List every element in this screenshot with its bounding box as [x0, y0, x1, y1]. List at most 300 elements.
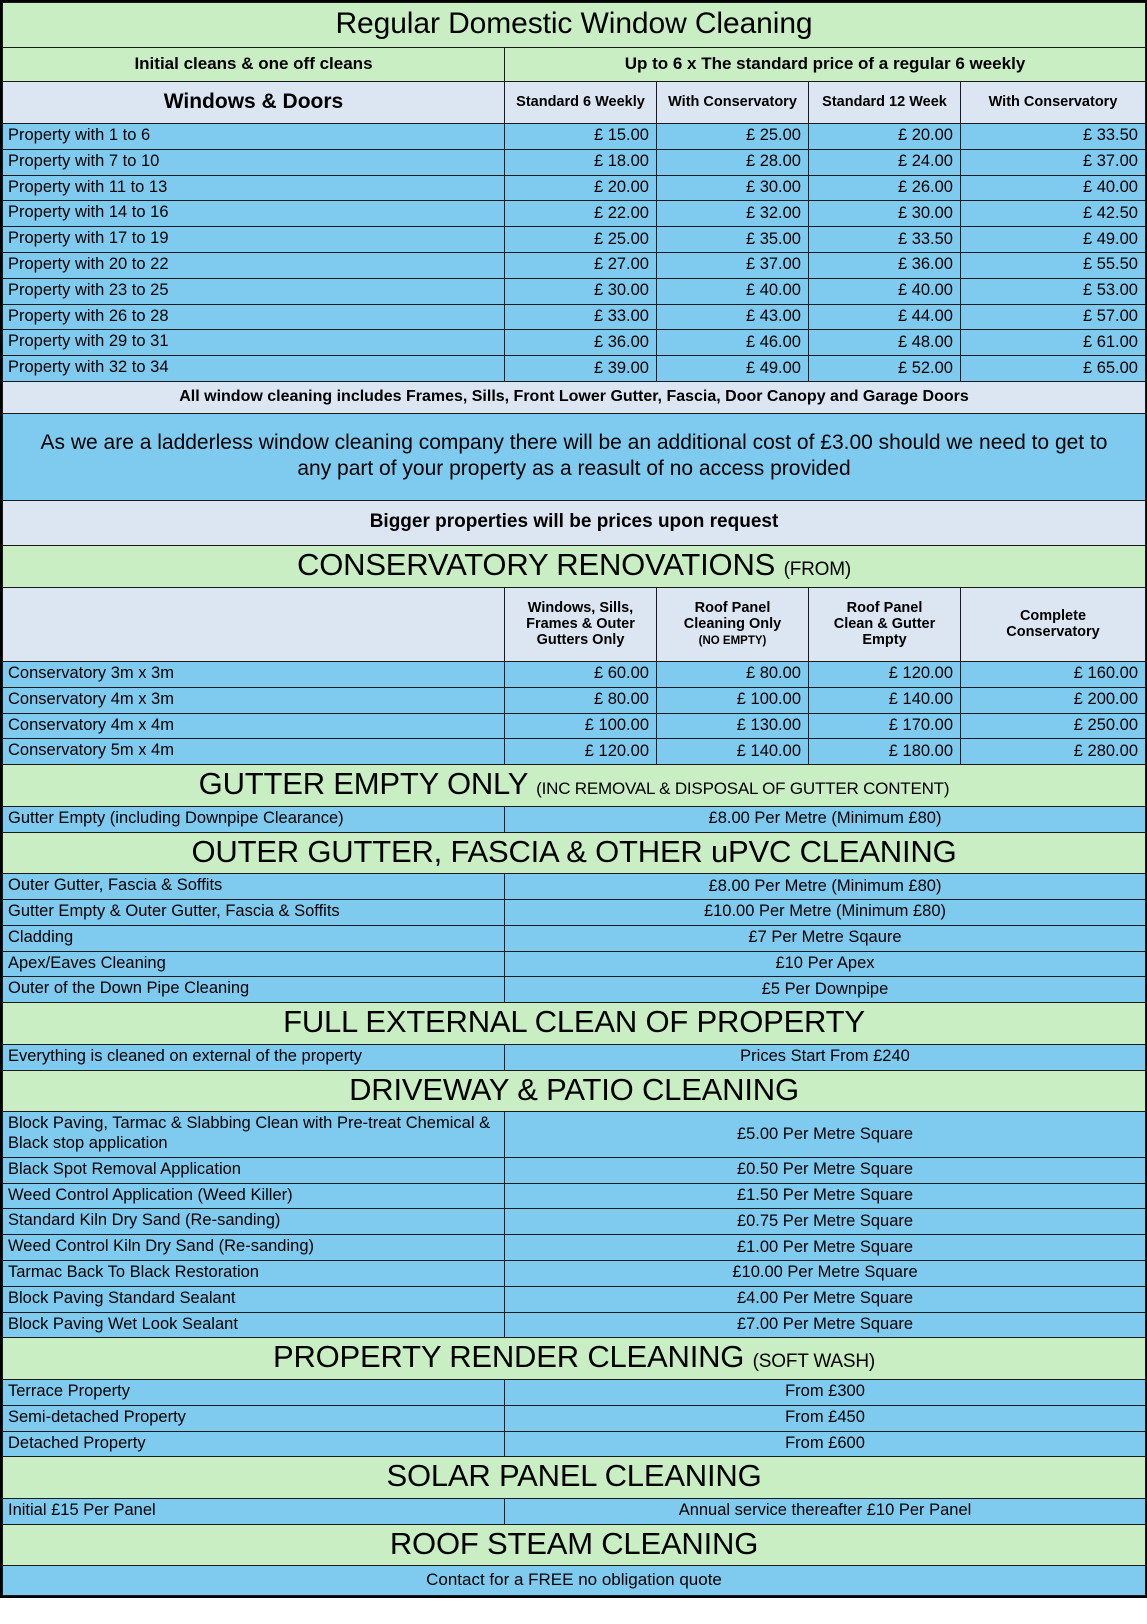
price-text: £ 18.00 [593, 152, 649, 171]
row-value [505, 124, 657, 150]
row-label-text: Black Spot Removal Application [8, 1159, 241, 1178]
price-text: £ 120.00 [584, 741, 649, 760]
row-value [657, 662, 809, 688]
row-value [809, 124, 961, 150]
solar-banner-row [3, 1457, 1146, 1499]
table-row [3, 124, 1146, 150]
table-row [3, 201, 1146, 227]
row-value [505, 304, 657, 330]
row-label [3, 330, 505, 356]
full-external-banner: FULL EXTERNAL CLEAN OF PROPERTY [283, 1004, 865, 1040]
row-value [961, 687, 1146, 713]
conservatory-banner-cell [3, 546, 1146, 588]
row-label-text: Block Paving Standard Sealant [8, 1288, 236, 1307]
row-value [505, 1209, 1146, 1235]
price-text: £1.00 Per Metre Square [736, 1237, 914, 1256]
price-text: £ 200.00 [1073, 690, 1138, 709]
row-value [809, 278, 961, 304]
table-row [3, 874, 1146, 900]
row-label [3, 713, 505, 739]
col-header-small: (NO EMPTY) [698, 635, 767, 648]
row-value [505, 1112, 1146, 1158]
price-text: £ 250.00 [1073, 716, 1138, 735]
row-label-text: Property with 1 to 6 [8, 126, 151, 144]
subheader-initial-cleans: Initial cleans & one off cleans [134, 54, 373, 73]
price-text: £ 22.00 [593, 203, 649, 222]
price-text: £ 55.50 [1082, 255, 1138, 274]
row-value [657, 201, 809, 227]
price-text: £5.00 Per Metre Square [736, 1124, 914, 1143]
price-text: £ 28.00 [745, 152, 801, 171]
price-text: £ 61.00 [1082, 332, 1138, 351]
row-value [961, 175, 1146, 201]
roof-steam-banner-cell [3, 1524, 1146, 1566]
price-text: £ 15.00 [593, 126, 649, 145]
conservatory-blank-header [3, 588, 505, 662]
ladderless-note: As we are a ladderless window cleaning company there will be an additional cost of £3.00 should we need to get to any part of your property as a reasult of no access provided [40, 430, 1108, 481]
row-value [505, 252, 657, 278]
conservatory-column-header-row [3, 588, 1146, 662]
price-text: Annual service thereafter £10 Per Panel [678, 1501, 972, 1520]
subheader-left-cell [3, 48, 505, 82]
row-label-text: Tarmac Back To Black Restoration [8, 1263, 259, 1282]
row-label [3, 687, 505, 713]
price-text: £ 32.00 [745, 203, 801, 222]
table-row [3, 175, 1146, 201]
price-text: £10.00 Per Metre (Minimum £80) [703, 902, 947, 921]
driveway-banner-cell [3, 1070, 1146, 1112]
row-label-text: Conservatory 3m x 3m [8, 664, 174, 683]
render-banner-row [3, 1338, 1146, 1380]
row-value [961, 356, 1146, 382]
row-label-text: Everything is cleaned on external of the property [8, 1046, 363, 1065]
row-value [505, 1261, 1146, 1287]
row-value [961, 252, 1146, 278]
row-label [3, 1235, 505, 1261]
row-label-text: Property with 14 to 16 [8, 203, 169, 222]
row-value [657, 124, 809, 150]
table-row [3, 739, 1146, 765]
row-value [505, 227, 657, 253]
row-label-text: Standard Kiln Dry Sand (Re-sanding) [8, 1211, 281, 1230]
row-value [505, 977, 1146, 1003]
row-value [657, 252, 809, 278]
row-value [505, 1157, 1146, 1183]
row-label [3, 304, 505, 330]
table-row [3, 806, 1146, 832]
row-value [657, 687, 809, 713]
gutter-empty-banner-row [3, 765, 1146, 807]
price-text: £ 60.00 [593, 664, 649, 683]
price-text: £ 57.00 [1082, 306, 1138, 325]
col-header-line-1: Roof Panel [694, 599, 771, 616]
price-text: £ 65.00 [1082, 358, 1138, 377]
conservatory-banner-sub: (FROM) [783, 559, 851, 581]
solar-banner-cell [3, 1457, 1146, 1499]
price-text: £ 53.00 [1082, 281, 1138, 300]
price-text: From £300 [785, 1382, 865, 1401]
row-value [809, 356, 961, 382]
price-text: £ 37.00 [1082, 152, 1138, 171]
row-value [657, 149, 809, 175]
price-text: £ 160.00 [1073, 664, 1138, 683]
row-value [809, 662, 961, 688]
includes-note-row [3, 381, 1146, 413]
price-text: £8.00 Per Metre (Minimum £80) [708, 876, 942, 895]
col-header-line-2: Clean & Gutter [833, 615, 936, 632]
table-row [3, 951, 1146, 977]
row-label-text: Outer of the Down Pipe Cleaning [8, 979, 250, 998]
render-banner [3, 1338, 1145, 1379]
price-text: From £450 [785, 1408, 865, 1427]
price-text: £ 20.00 [897, 126, 953, 145]
row-value [505, 874, 1146, 900]
row-label [3, 806, 505, 832]
row-label-text: Property with 32 to 34 [8, 358, 169, 377]
row-label [3, 124, 505, 150]
table-row [3, 1209, 1146, 1235]
row-value [961, 662, 1146, 688]
price-text: £ 20.00 [593, 177, 649, 196]
col-header-line-3: Gutters Only [536, 632, 625, 649]
price-text: £ 30.00 [745, 177, 801, 196]
row-value [809, 227, 961, 253]
subheader-right-cell [505, 48, 1146, 82]
full-external-banner-row [3, 1003, 1146, 1045]
row-label-text: Apex/Eaves Cleaning [8, 953, 166, 972]
price-text: £4.00 Per Metre Square [736, 1289, 914, 1308]
window-subheader-row [3, 48, 1146, 82]
outer-gutter-banner: OUTER GUTTER, FASCIA & OTHER uPVC CLEANING [191, 833, 957, 869]
price-text: £ 40.00 [745, 281, 801, 300]
table-row [3, 1235, 1146, 1261]
price-text: £ 80.00 [593, 690, 649, 709]
table-row [3, 330, 1146, 356]
price-text: £10.00 Per Metre Square [732, 1263, 918, 1282]
row-value [505, 900, 1146, 926]
gutter-empty-banner [3, 765, 1145, 806]
table-row [3, 1261, 1146, 1287]
row-value [961, 713, 1146, 739]
col-header-line-2: Frames & Outer [526, 615, 635, 632]
row-value [657, 278, 809, 304]
price-text: £ 43.00 [745, 306, 801, 325]
price-text: £ 42.50 [1082, 203, 1138, 222]
price-text: £ 33.50 [897, 229, 953, 248]
row-label [3, 1183, 505, 1209]
row-value [961, 227, 1146, 253]
ladderless-note-row [3, 413, 1146, 501]
row-value [505, 201, 657, 227]
table-row [3, 1380, 1146, 1406]
row-label-text: Conservatory 4m x 3m [8, 689, 174, 708]
windows-doors-header-cell [3, 82, 505, 124]
row-label-text: Property with 29 to 31 [8, 332, 169, 351]
col-header-roof-panel-clean-gutter-empty [809, 588, 961, 662]
table-row [3, 1286, 1146, 1312]
includes-note-cell [3, 381, 1146, 413]
row-value [809, 175, 961, 201]
price-text: £ 40.00 [897, 281, 953, 300]
row-value [657, 356, 809, 382]
row-label [3, 1261, 505, 1287]
price-text: £7 Per Metre Sqaure [748, 928, 902, 947]
price-text: £ 37.00 [745, 255, 801, 274]
price-text: £ 49.00 [1082, 229, 1138, 248]
page-title: Regular Domestic Window Cleaning [335, 7, 813, 40]
conservatory-banner-text: CONSERVATORY RENOVATIONS [297, 547, 776, 583]
row-label [3, 1380, 505, 1406]
row-label [3, 925, 505, 951]
table-row [3, 149, 1146, 175]
price-text: From £600 [785, 1434, 865, 1453]
price-text: £ 36.00 [593, 332, 649, 351]
row-label-text: Weed Control Kiln Dry Sand (Re-sanding) [8, 1237, 314, 1256]
row-value [961, 149, 1146, 175]
row-label-text: Block Paving Wet Look Sealant [8, 1314, 238, 1333]
table-row [3, 713, 1146, 739]
main-title-row [3, 3, 1146, 48]
row-value [505, 1286, 1146, 1312]
table-row [3, 1112, 1146, 1158]
price-text: £ 24.00 [897, 152, 953, 171]
col-header-lines [505, 597, 656, 653]
gutter-empty-banner-sub: (INC REMOVAL & DISPOSAL OF GUTTER CONTENT) [536, 779, 950, 799]
row-value [809, 739, 961, 765]
ladderless-note-cell [3, 413, 1146, 501]
row-label [3, 149, 505, 175]
row-label-text: Conservatory 5m x 4m [8, 741, 174, 760]
row-label [3, 1286, 505, 1312]
row-label-text: Gutter Empty (including Downpipe Clearance) [8, 808, 344, 827]
price-text: £ 33.00 [593, 306, 649, 325]
row-value [505, 356, 657, 382]
row-value [505, 1312, 1146, 1338]
price-text: £ 30.00 [593, 281, 649, 300]
price-text: £ 180.00 [888, 741, 953, 760]
price-text: £ 48.00 [897, 332, 953, 351]
row-value [809, 149, 961, 175]
subheader-up-to-6x: Up to 6 x The standard price of a regular 6 weekly [624, 54, 1026, 73]
table-row [3, 1431, 1146, 1457]
col-header-with-conservatory-12 [961, 82, 1146, 124]
col-header-windows-sills-frames [505, 588, 657, 662]
row-value [961, 330, 1146, 356]
row-label [3, 951, 505, 977]
col-header-line-1: Complete [1019, 607, 1087, 624]
main-title-cell [3, 3, 1146, 48]
row-value [657, 713, 809, 739]
row-value [505, 1431, 1146, 1457]
price-text: £ 52.00 [897, 358, 953, 377]
row-label-text: Property with 7 to 10 [8, 151, 160, 170]
table-row [3, 925, 1146, 951]
table-row [3, 252, 1146, 278]
row-label-text: Weed Control Application (Weed Killer) [8, 1185, 293, 1204]
price-list-table [2, 2, 1146, 1596]
col-header-label: Standard 6 Weekly [516, 93, 645, 110]
conservatory-banner-row [3, 546, 1146, 588]
table-row [3, 1157, 1146, 1183]
row-value [505, 925, 1146, 951]
table-row [3, 278, 1146, 304]
row-label [3, 1209, 505, 1235]
row-value [505, 662, 657, 688]
price-text: £ 100.00 [736, 690, 801, 709]
table-row [3, 1405, 1146, 1431]
bigger-properties-cell [3, 501, 1146, 546]
price-text: £ 27.00 [593, 255, 649, 274]
col-header-line-1: Roof Panel [846, 599, 923, 616]
row-value [657, 739, 809, 765]
table-row [3, 900, 1146, 926]
row-value [505, 1235, 1146, 1261]
price-text: £ 140.00 [888, 690, 953, 709]
row-value [809, 330, 961, 356]
row-label [3, 1157, 505, 1183]
price-text: £ 280.00 [1073, 741, 1138, 760]
bigger-properties-note: Bigger properties will be prices upon request [369, 511, 779, 533]
row-label [3, 201, 505, 227]
row-label [3, 356, 505, 382]
row-label-text: Cladding [8, 927, 74, 946]
row-label [3, 252, 505, 278]
price-text: £ 80.00 [745, 664, 801, 683]
row-label-text: Conservatory 4m x 4m [8, 715, 174, 734]
row-value [505, 330, 657, 356]
price-text: £ 49.00 [745, 358, 801, 377]
row-label [3, 739, 505, 765]
row-label [3, 1112, 505, 1158]
table-row [3, 687, 1146, 713]
roof-steam-banner: ROOF STEAM CLEANING [389, 1525, 759, 1561]
row-label-text: Detached Property [8, 1433, 146, 1452]
price-text: £ 30.00 [897, 203, 953, 222]
price-text: £1.50 Per Metre Square [736, 1186, 914, 1205]
row-label [3, 175, 505, 201]
row-label-text: Property with 20 to 22 [8, 254, 169, 273]
roof-steam-footer: Contact for a FREE no obligation quote [426, 1570, 722, 1590]
driveway-banner: DRIVEWAY & PATIO CLEANING [349, 1071, 799, 1107]
gutter-empty-banner-cell [3, 765, 1146, 807]
row-value [505, 1044, 1146, 1070]
col-header-lines [657, 597, 808, 653]
col-header-lines [809, 597, 960, 653]
price-list-body [3, 3, 1146, 1596]
row-label-text: Property with 17 to 19 [8, 229, 169, 248]
row-label-text: Property with 23 to 25 [8, 280, 169, 299]
outer-gutter-banner-row [3, 832, 1146, 874]
table-row [3, 227, 1146, 253]
windows-doors-header: Windows & Doors [163, 90, 344, 113]
row-value [809, 304, 961, 330]
row-value [657, 227, 809, 253]
table-row [3, 1312, 1146, 1338]
window-column-header-row [3, 82, 1146, 124]
row-value [961, 124, 1146, 150]
price-text: £ 25.00 [745, 126, 801, 145]
row-value [961, 304, 1146, 330]
price-text: £5 Per Downpipe [761, 979, 889, 998]
price-text: £ 25.00 [593, 229, 649, 248]
col-header-line-2: Cleaning Only [683, 615, 782, 632]
price-text: £ 170.00 [888, 716, 953, 735]
table-row [3, 304, 1146, 330]
row-value [505, 1499, 1146, 1525]
price-text: £ 100.00 [584, 716, 649, 735]
row-value [505, 687, 657, 713]
row-label [3, 1405, 505, 1431]
full-external-banner-cell [3, 1003, 1146, 1045]
price-text: £0.75 Per Metre Square [736, 1211, 914, 1230]
row-value [961, 201, 1146, 227]
includes-note: All window cleaning includes Frames, Sills, Front Lower Gutter, Fascia, Door Canopy and Garage Doors [179, 387, 969, 405]
row-value [809, 252, 961, 278]
row-value [505, 806, 1146, 832]
row-label-text: Block Paving, Tarmac & Slabbing Clean with Pre-treat Chemical & Black stop application [8, 1114, 491, 1153]
col-header-label: With Conservatory [668, 93, 797, 110]
table-row [3, 662, 1146, 688]
row-label [3, 278, 505, 304]
row-value [505, 713, 657, 739]
price-text: £8.00 Per Metre (Minimum £80) [708, 809, 942, 828]
row-label [3, 227, 505, 253]
render-banner-text: PROPERTY RENDER CLEANING [272, 1339, 745, 1375]
price-text: £ 120.00 [888, 664, 953, 683]
row-label [3, 874, 505, 900]
row-label [3, 977, 505, 1003]
row-value [505, 278, 657, 304]
row-value [809, 201, 961, 227]
row-value [809, 687, 961, 713]
row-label-text: Property with 26 to 28 [8, 306, 169, 325]
price-text: £ 40.00 [1082, 177, 1138, 196]
col-header-standard-6-weekly [505, 82, 657, 124]
price-text: £ 46.00 [745, 332, 801, 351]
row-label-text: Initial £15 Per Panel [8, 1501, 156, 1520]
row-label [3, 1044, 505, 1070]
col-header-line-2: Conservatory [1006, 624, 1100, 641]
row-label [3, 1431, 505, 1457]
driveway-banner-row [3, 1070, 1146, 1112]
gutter-empty-banner-text: GUTTER EMPTY ONLY [198, 766, 528, 802]
price-text: £7.00 Per Metre Square [736, 1315, 914, 1334]
row-label [3, 1499, 505, 1525]
price-text: £ 140.00 [736, 741, 801, 760]
row-value [505, 739, 657, 765]
row-value [657, 330, 809, 356]
col-header-complete-conservatory [961, 588, 1146, 662]
table-row [3, 1183, 1146, 1209]
price-text: £ 36.00 [897, 255, 953, 274]
col-header-with-conservatory-6 [657, 82, 809, 124]
roof-steam-footer-cell [3, 1566, 1146, 1596]
price-text: £ 39.00 [593, 358, 649, 377]
row-label [3, 900, 505, 926]
row-label [3, 662, 505, 688]
price-text: £10 Per Apex [775, 954, 875, 973]
row-label-text: Property with 11 to 13 [8, 177, 168, 196]
col-header-line-3: Empty [862, 632, 907, 649]
row-label-text: Terrace Property [8, 1382, 130, 1401]
col-header-line-1: Windows, Sills, [527, 599, 634, 616]
price-text: £0.50 Per Metre Square [736, 1160, 914, 1179]
table-row [3, 1044, 1146, 1070]
outer-gutter-banner-cell [3, 832, 1146, 874]
row-value [505, 175, 657, 201]
bigger-properties-row [3, 501, 1146, 546]
price-text: Prices Start From £240 [740, 1047, 910, 1066]
